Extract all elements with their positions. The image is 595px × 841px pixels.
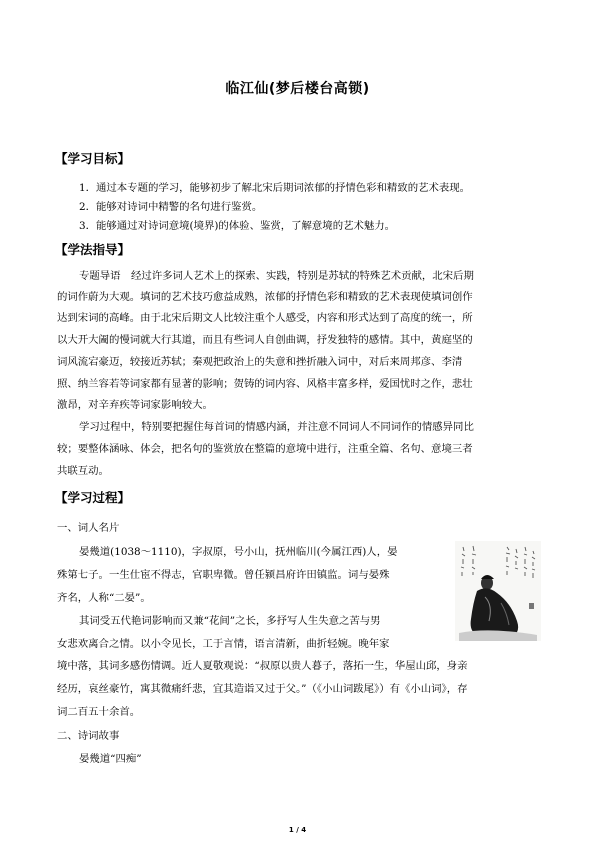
bio-line: 境中落，其词多感伤情调。近人夏敬观说：“叔原以贵人暮子，落拓一生，华屋山邱，身亲: [57, 660, 468, 672]
bio-line: 女悲欢离合之情。以小令见长，工于言情，语言清新，曲折轻婉。晚年家: [57, 638, 390, 650]
method-paragraph-line: 专题导语 经过许多词人艺术上的探索、实践，特别是苏轼的特殊艺术贡献，北宋后期: [79, 270, 474, 282]
method-paragraph-line: 词风流宕豪迈，较接近苏轼；秦观把政治上的失意和挫折融入词中，对后来周邦彦、李清: [57, 356, 463, 368]
story-title: 晏幾道“四痴”: [79, 753, 142, 765]
subheading-story: 二、诗词故事: [57, 730, 120, 742]
method-paragraph-line: 达到宋词的高峰。由于北宋后期文人比较注重个人感受，内容和形式达到了高度的统一，所: [57, 312, 473, 324]
objective-item: 2．能够对诗词中精警的名句进行鉴赏。: [79, 201, 263, 213]
subheading-poet-card: 一、词人名片: [57, 522, 120, 534]
method-paragraph-line: 共联互动。: [57, 465, 109, 477]
method-paragraph-line: 的词作蔚为大观。填词的艺术技巧愈益成熟，浓郁的抒情色彩和精致的艺术表现使填词创作: [57, 291, 473, 303]
method-paragraph-line: 激昂，对辛弃疾等词家影响较大。: [57, 399, 213, 411]
bio-line: 经历，哀丝豪竹，寓其微痛纤悲，宜其造诣又过于父。”（《小山词跋尾》）有《小山词》，存: [57, 683, 468, 695]
method-paragraph-line: 照、纳兰容若等词家都有显著的影响；贺铸的词内容、风格丰富多样，爱国忧时之作，悲壮: [57, 378, 473, 390]
objective-item: 1．通过本专题的学习，能够初步了解北宋后期词浓郁的抒情色彩和精致的艺术表现。: [79, 182, 471, 194]
page-title: 临江仙(梦后楼台高锁): [225, 81, 370, 97]
section-heading-method: 【学法指导】: [55, 242, 131, 257]
bio-line: 齐名，人称“二晏”。: [57, 592, 151, 604]
method-paragraph-line: 学习过程中，特别要把握住每首词的情感内涵，并注意不同词人不同词作的情感异同比: [79, 421, 474, 433]
poet-portrait-image: [455, 541, 541, 641]
section-heading-process: 【学习过程】: [55, 490, 131, 505]
bio-line: 晏幾道(1038～1110)，字叔原，号小山，抚州临川(今属江西)人，晏: [79, 546, 398, 558]
bio-line: 其词受五代艳词影响而又兼“花间”之长，多抒写人生失意之苦与男: [79, 615, 381, 627]
section-heading-objectives: 【学习目标】: [55, 151, 131, 166]
bio-line: 殊第七子。一生仕宦不得志，官职卑微。曾任颍昌府许田镇监。词与晏殊: [57, 569, 390, 581]
method-paragraph-line: 较；要整体涵咏、体会，把名句的鉴赏放在整篇的意境中进行，注重全篇、名句、意境三者: [57, 443, 473, 455]
method-paragraph-line: 以大开大阖的慢词就大行其道，而且有些词人自创曲调，抒发独特的感情。其中，黄庭坚的: [57, 334, 473, 346]
bio-line: 词二百五十余首。: [57, 706, 141, 718]
page-number: 1 / 4: [288, 826, 307, 834]
objective-item: 3．能够通过对诗词意境(境界)的体验、鉴赏，了解意境的艺术魅力。: [79, 220, 396, 232]
